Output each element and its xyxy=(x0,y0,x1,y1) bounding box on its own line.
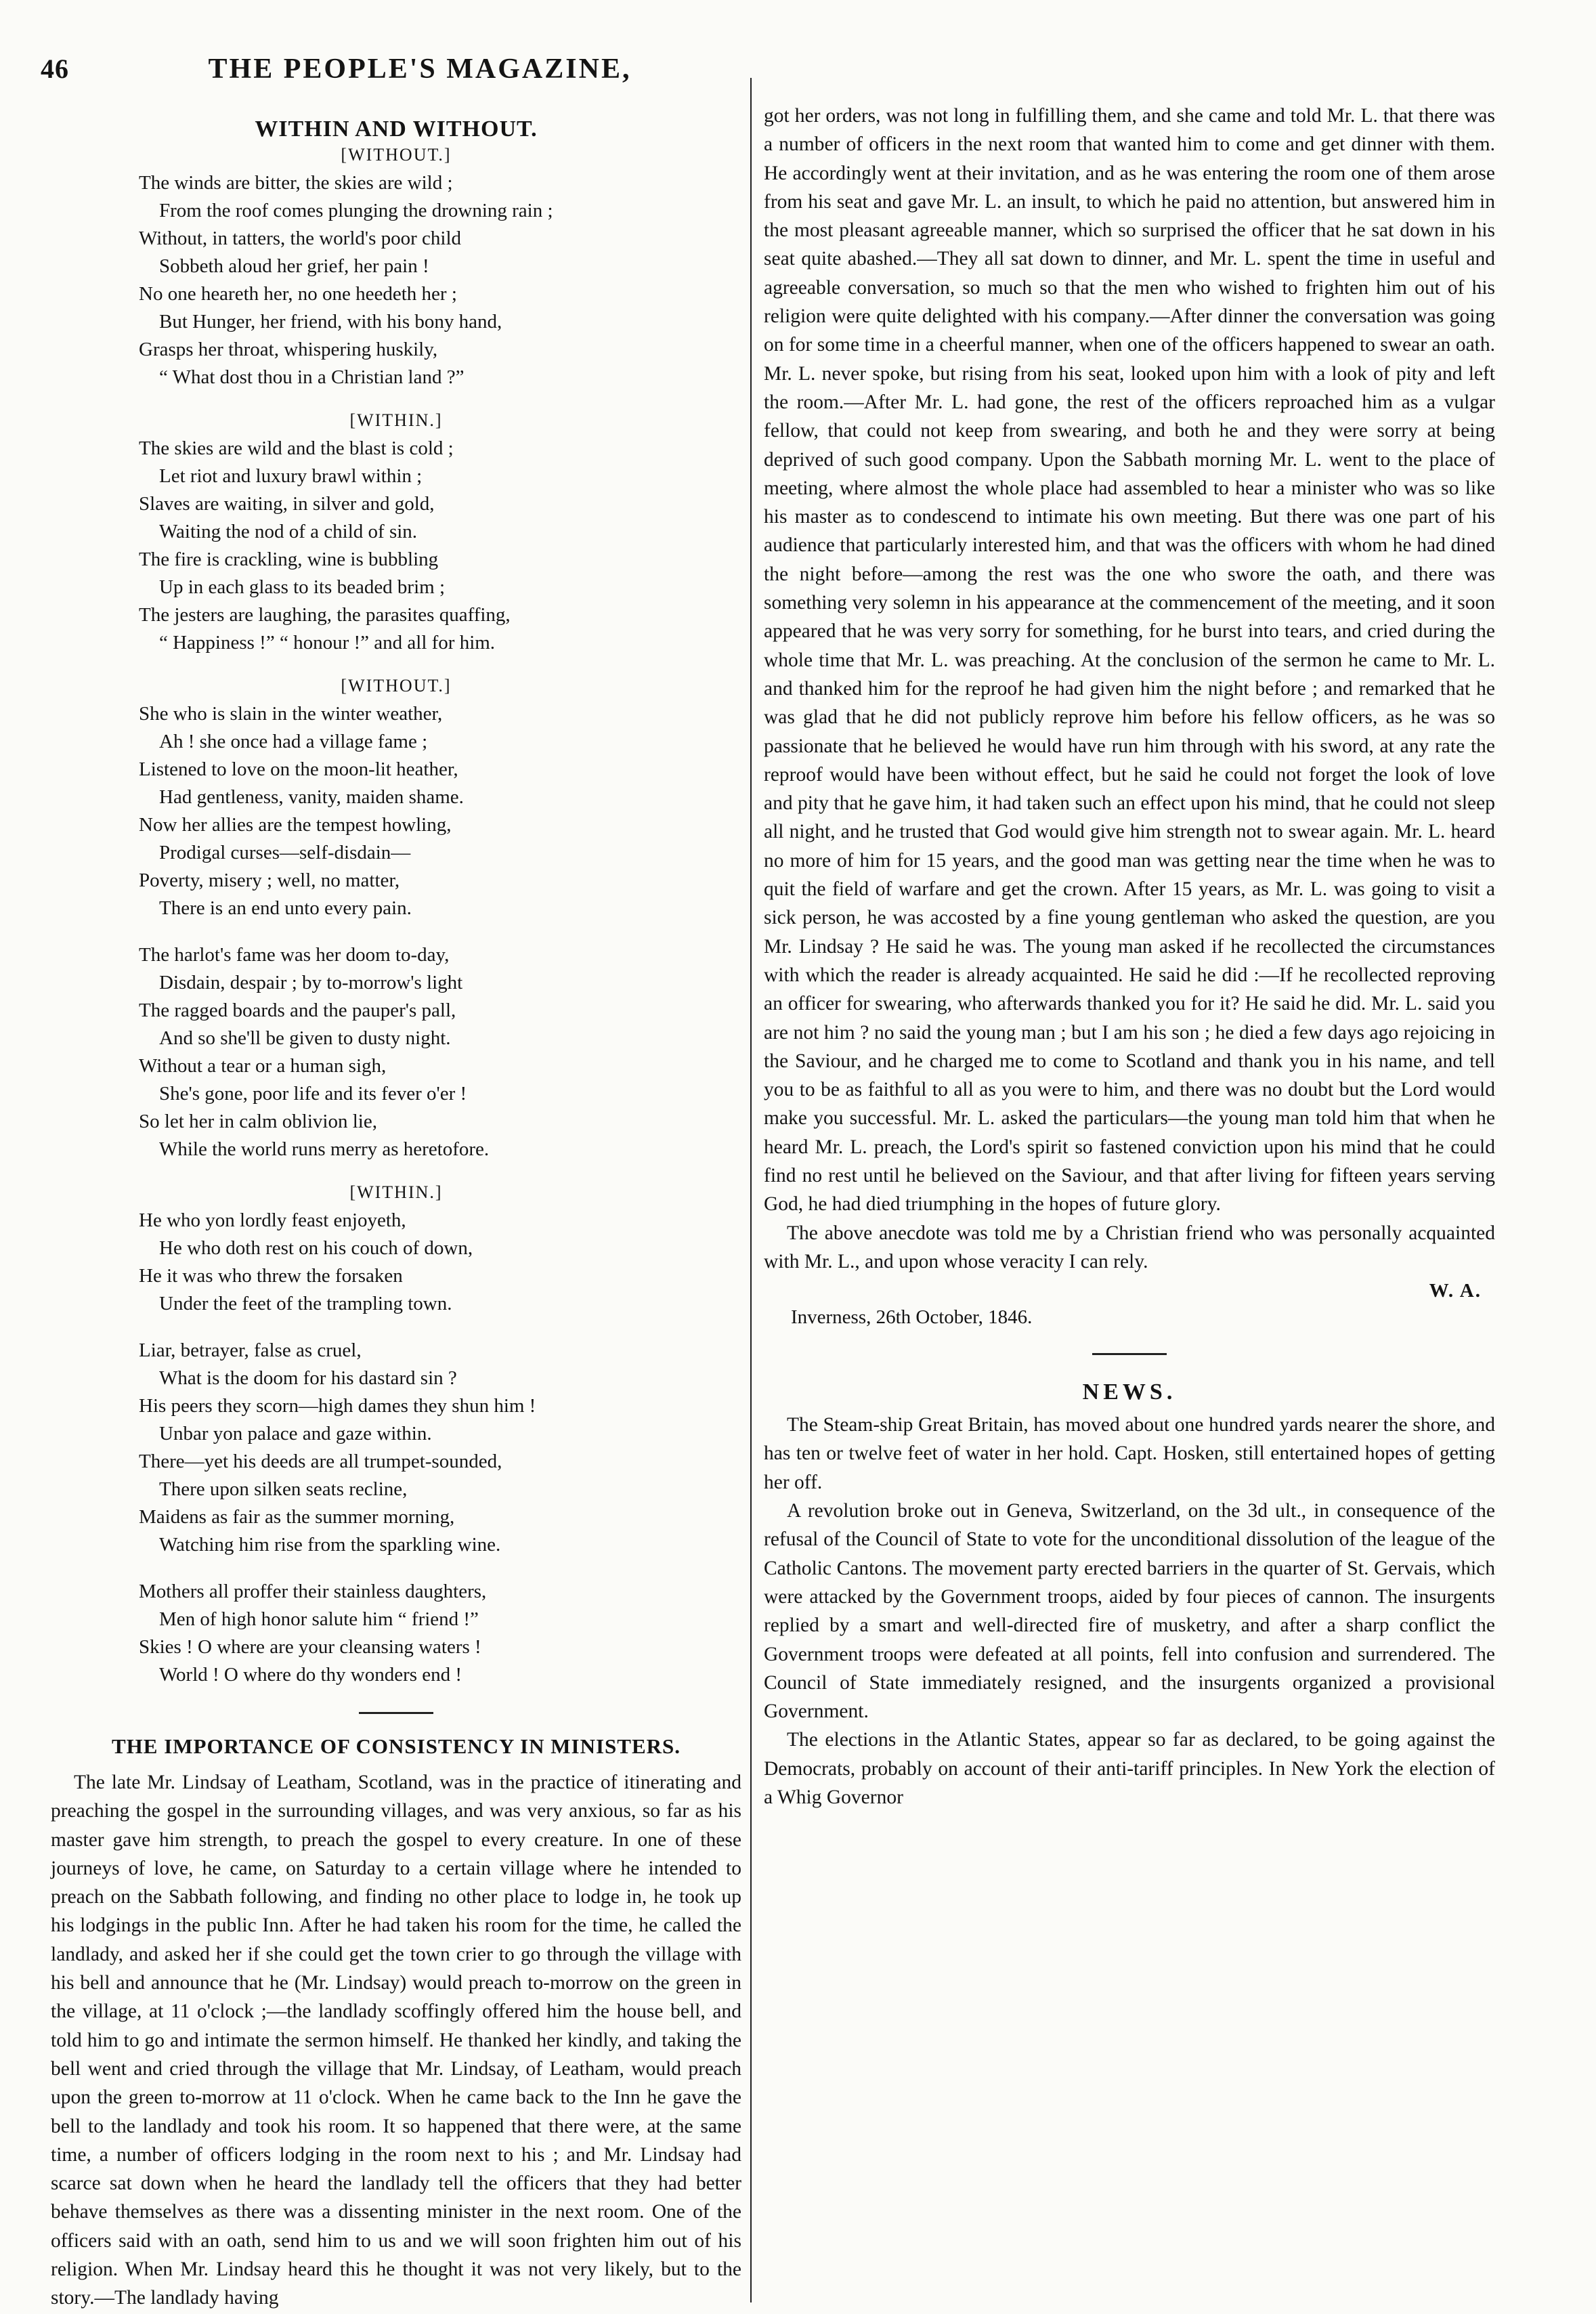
magazine-title: THE PEOPLE'S MAGAZINE, xyxy=(208,53,632,85)
poem-line: Without a tear or a human sigh, xyxy=(139,1055,387,1077)
poem-line: From the roof comes plunging the drowning rain ; xyxy=(159,200,553,221)
poem-body xyxy=(51,145,741,1689)
poem-line: And so she'll be given to dusty night. xyxy=(159,1027,451,1049)
poem-line: “ Happiness !” “ honour !” and all for him. xyxy=(159,632,496,654)
poem-line: Up in each glass to its beaded brim ; xyxy=(159,576,446,598)
poem-line: The skies are wild and the blast is cold ; xyxy=(139,437,454,459)
poem-line: His peers they scorn—high dames they shun him ! xyxy=(139,1395,536,1417)
stanza-label: [WITHIN.] xyxy=(349,410,443,430)
article-dateline: Inverness, 26th October, 1846. xyxy=(791,1306,1033,1329)
article-paragraph: The late Mr. Lindsay of Leatham, Scotland, was in the practice of itinerating and preaching the gospel in the surrounding villages, and was very anxious, so far as his master gave him strength, to preach the gospel to every creature. In one of these journeys of love, he came, on Saturday to a certain village where he intended to preach on the Sabbath following, and finding no other place to lodge in, he took up his lodgings in the public Inn. After he had taken his room for the time, he called the landlady, and asked her if she could get the town crier to go through the village with his bell and announce that he (Mr. Lindsay) would preach to-morrow on the green in the village, at 11 o'clock ;—the landlady scoffingly offered him the house bell, and told him to go and intimate the sermon himself. He thanked her kindly, and taking the bell went and cried through the village that Mr. Lindsay, of Leatham, would preach upon the green to-morrow at 11 o'clock. When he came back to the Inn he gave the bell to the landlady and took his room. It so happened that there were, at the same time, a number of officers lodging in the room next to his ; and Mr. Lindsay had scarce sat down when he heard the landlady tell the officers that they had better behave themselves as there was a dissenting minister in the next room. One of the officers said with an oath, send him to us and we will soon frighten him out of his religion. When Mr. Lindsay heard this he thought it was not very likely, but to the story.—The landlady having xyxy=(51,1772,741,2309)
poem-stanza xyxy=(139,435,741,657)
poem-stanza xyxy=(139,700,741,922)
poem-line: She who is slain in the winter weather, xyxy=(139,703,443,725)
poem-line: Watching him rise from the sparkling wine. xyxy=(159,1534,501,1556)
page-number: 46 xyxy=(41,53,69,84)
poem-line: She's gone, poor life and its fever o'er ! xyxy=(159,1083,467,1105)
poem-line: He it was who threw the forsaken xyxy=(139,1265,403,1287)
poem-line: Listened to love on the moon-lit heather, xyxy=(139,758,458,780)
poem-line: Mothers all proffer their stainless daughters, xyxy=(139,1581,487,1602)
poem-line: Had gentleness, vanity, maiden shame. xyxy=(159,786,464,808)
poem-line: No one heareth her, no one heedeth her ; xyxy=(139,283,457,305)
poem-line: Maidens as fair as the summer morning, xyxy=(139,1506,455,1528)
poem-line: Liar, betrayer, false as cruel, xyxy=(139,1340,362,1361)
poem-line: What is the doom for his dastard sin ? xyxy=(159,1367,457,1389)
closing-paragraph: The above anecdote was told me by a Christian friend who was personally acquainted with Mr. L., and upon whose veracity I can rely. xyxy=(764,1222,1495,1272)
poem-line: Ah ! she once had a village fame ; xyxy=(159,731,428,752)
poem-line: Without, in tatters, the world's poor child xyxy=(139,228,462,249)
news-paragraph: The Steam-ship Great Britain, has moved about one hundred yards nearer the shore, and has ten or twelve feet of water in her hold. Capt. Hosken, still entertained hopes of getting her off. xyxy=(764,1414,1495,1493)
running-head xyxy=(41,53,1490,100)
poem-stanza xyxy=(139,941,741,1163)
poem-line: Grasps her throat, whispering huskily, xyxy=(139,339,438,360)
stanza-label: [WITHOUT.] xyxy=(341,676,452,695)
poem-line: “ What dost thou in a Christian land ?” xyxy=(159,366,465,388)
poem-line: World ! O where do thy wonders end ! xyxy=(159,1664,462,1686)
poem-line: Sobbeth aloud her grief, her pain ! xyxy=(159,255,429,277)
poem-line: The jesters are laughing, the parasites quaffing, xyxy=(139,604,511,626)
news-body xyxy=(764,1411,1495,1812)
poem-line: Waiting the nod of a child of sin. xyxy=(159,521,418,542)
poem-stanza xyxy=(139,1337,741,1559)
poem-title: WITHIN AND WITHOUT. xyxy=(255,116,538,142)
poem-line: Disdain, despair ; by to-morrow's light xyxy=(159,972,463,993)
stanza-label: [WITHIN.] xyxy=(349,1182,443,1202)
left-column xyxy=(51,102,741,2313)
news-title: NEWS. xyxy=(1082,1379,1177,1405)
poem-line: Skies ! O where are your cleansing waters ! xyxy=(139,1636,481,1658)
article-continuation: got her orders, was not long in fulfilling them, and she came and told Mr. L. that there was a number of officers in the next room that wanted him to come and get dinner with them. He accordingly went at their invitation, and as he was entering the room one of them arose from his seat and gave Mr. L. an insult, to which he paid no attention, but answered him in the most pleasant agreeable manner, which so surprised the officer that he sat down in his seat quite abashed.—They all sat down to dinner, and Mr. L. spent the time in useful and agreeable conversation, so much so that the men who wished to frighten him out of his religion were quite delighted with his company.—After dinner the conversation was going on for some time in a cheerful manner, when one of the officers happened to swear an oath. Mr. L. never spoke, but rising from his seat, looked upon him with a look of pity and left the room.—After Mr. L. had gone, the rest of the officers reproached him as a vulgar fellow, that could not keep from swearing, and both he and they were sorry at being deprived of such good company. Upon the Sabbath morning Mr. L. went to the place of meeting, where almost the whole place had assembled to hear a minister who was so like his master as to condescend to intimate his own meeting. But there was one part of his audience that particularly interested him, and that was the officers with whom he had dined the night before—among the rest was the one who swore the oath, and there was something very solemn in his appearance at the commencement of the meeting, and it soon appeared that he was very sorry for something, for he burst into tears, and cried during the whole time that Mr. L. was preaching. At the conclusion of the sermon he came to Mr. L. and thanked him for the reproof he had given him the night before ; and remarked that he was glad that he did not publicly reprove him before his fellow officers, as he was so passionate that he believed he would have run him through with his sword, at any rate the reproof would have been without effect, but he said he could not forget the look of love and pity that he gave him, it had taken such an effect upon his mind, that he could not sleep all night, and he trusted that God would give him strength not to swear again. Mr. L. heard no more of him for 15 years, and the good man was getting near the time when he was to quit the field of warfare and get the crown. After 15 years, as Mr. L. was going to visit a sick person, he was accosted by a fine young gentleman who asked the question, are you Mr. Lindsay ? He said he was. The young man asked if he recollected the circumstances with which the reader is already acquainted. He said he did :—If he recollected reproving an officer for swearing, who afterwards thanked you for it? He said he did. Mr. L. said you are not him ? no said the young man ; but I am his son ; he died a few days ago rejoicing in the Saviour, and he charged me to come to Scotland and thank you in his name, and tell you to be as faithful to all as you were to him, and there was no doubt but the Lord would make you successful. Mr. L. asked the particulars—the young man told him that when he heard Mr. L. preach, the Lord's spirit so fastened conviction upon his mind that he could find no rest until he believed on the Saviour, and that after living for fifteen years serving God, he had died triumphing in the hopes of future glory. xyxy=(764,105,1495,1216)
column-rule xyxy=(750,78,752,2302)
article-signature: W. A. xyxy=(1429,1280,1482,1302)
poem-line: The harlot's fame was her doom to-day, xyxy=(139,944,450,966)
poem-line: So let her in calm oblivion lie, xyxy=(139,1111,377,1132)
poem-line: He who yon lordly feast enjoyeth, xyxy=(139,1209,406,1231)
article-title: THE IMPORTANCE OF CONSISTENCY IN MINISTERS. xyxy=(112,1734,681,1758)
section-divider xyxy=(1092,1353,1167,1355)
news-paragraph: A revolution broke out in Geneva, Switzerland, on the 3d ult., in consequence of the refusal of the Council of State to vote for the unconditional dissolution of the league of the Catholic Cantons. The movement party erected barriers in the quarter of St. Gervais, which were attacked by the Government troops, aided by four pieces of cannon. The insurgents replied by a smart and well-directed fire of musketry, and after a sharp conflict the Government troops were defeated at all points, fell into confusion and surrendered. The Council of State immediately resigned, and the insurgents organized a provisional Government. xyxy=(764,1500,1495,1723)
article-body-right xyxy=(764,102,1495,1276)
poem-line: The ragged boards and the pauper's pall, xyxy=(139,1000,456,1021)
poem-line: There upon silken seats recline, xyxy=(159,1478,408,1500)
poem-line: Slaves are waiting, in silver and gold, xyxy=(139,493,435,515)
poem-line: Under the feet of the trampling town. xyxy=(159,1293,452,1314)
poem-line: He who doth rest on his couch of down, xyxy=(159,1237,473,1259)
poem-line: Unbar yon palace and gaze within. xyxy=(159,1423,432,1444)
section-divider xyxy=(359,1712,433,1714)
poem-line: There is an end unto every pain. xyxy=(159,897,412,919)
poem-line: The winds are bitter, the skies are wild ; xyxy=(139,172,453,194)
article-body-left xyxy=(51,1768,741,2313)
poem-stanza xyxy=(139,1207,741,1318)
poem-line: While the world runs merry as heretofore. xyxy=(159,1138,490,1160)
poem-line: But Hunger, her friend, with his bony hand, xyxy=(159,311,502,333)
poem-line: Prodigal curses—self-disdain— xyxy=(159,842,411,863)
poem-stanza xyxy=(139,1578,741,1689)
poem-line: Men of high honor salute him “ friend !” xyxy=(159,1608,479,1630)
poem-line: Poverty, misery ; well, no matter, xyxy=(139,870,400,891)
poem-line: Let riot and luxury brawl within ; xyxy=(159,465,423,487)
poem-stanza xyxy=(139,169,741,391)
poem-line: Now her allies are the tempest howling, xyxy=(139,814,452,836)
news-paragraph: The elections in the Atlantic States, appear so far as declared, to be going against the Democrats, probably on account of their anti-tariff principles. In New York the election of a Whig Governor xyxy=(764,1729,1495,1809)
poem-line: The fire is crackling, wine is bubbling xyxy=(139,549,439,570)
stanza-label: [WITHOUT.] xyxy=(341,145,452,165)
poem-line: There—yet his deeds are all trumpet-sounded, xyxy=(139,1451,502,1472)
right-column xyxy=(764,102,1495,1812)
